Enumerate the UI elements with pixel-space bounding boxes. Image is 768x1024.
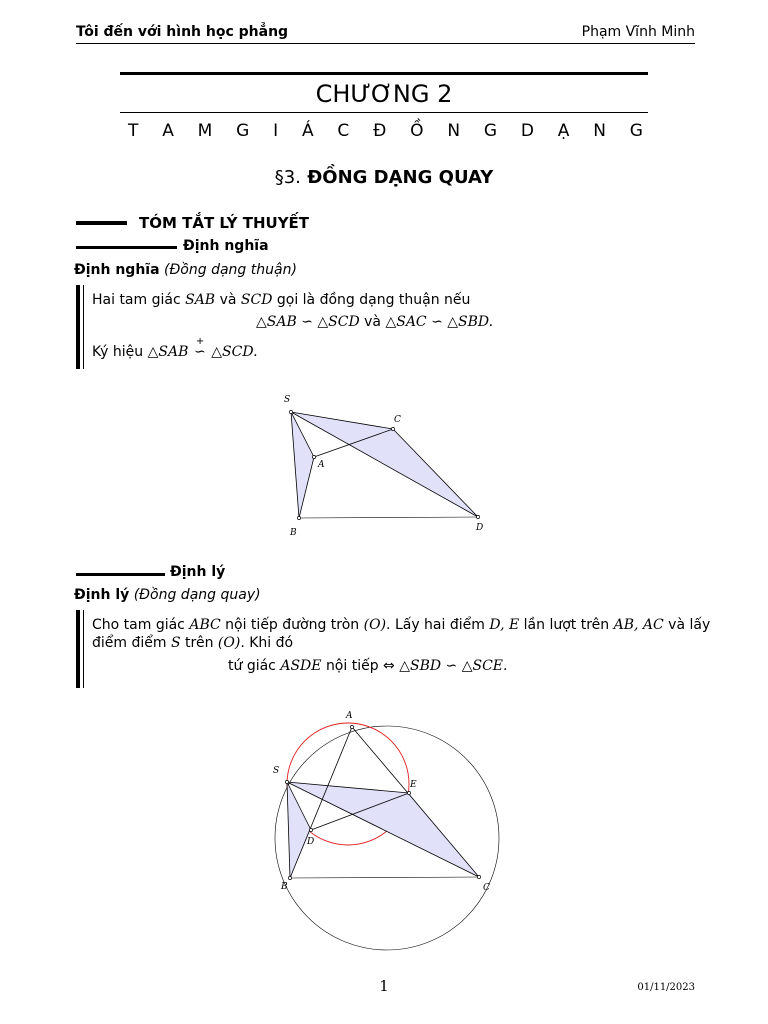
theorem-label <box>74 587 261 603</box>
fig1-label-c: C <box>394 415 401 425</box>
fig2-label-c: C <box>483 883 490 893</box>
triangle-sab: SAB <box>185 292 216 308</box>
fig2-label-a: A <box>346 711 353 721</box>
definition-label-text: Định nghĩa <box>74 262 160 278</box>
definition-subheading: Định nghĩa <box>183 238 269 254</box>
definition-line1: Hai tam giác SAB và SCD gọi là đồng dạng thuận nếu <box>92 292 471 308</box>
header-author: Phạm Vĩnh Minh <box>581 24 695 40</box>
chapter-rule-top <box>120 72 648 75</box>
chapter-rule-bottom <box>120 112 648 113</box>
definition-subheading-bar <box>76 246 177 249</box>
subtitle-letter: G <box>483 121 498 141</box>
fig2-label-e: E <box>410 780 417 790</box>
fig1-label-s: S <box>284 395 291 405</box>
header-left-title: Tôi đến với hình học phẳng <box>76 24 289 40</box>
theorem-box-bar-thick <box>76 610 80 688</box>
chapter-subtitle <box>128 121 643 141</box>
subtitle-letter: C <box>337 121 350 141</box>
fig1-label-d: D <box>476 523 484 533</box>
theorem-subheading-bar <box>76 573 165 576</box>
theorem-line2: điểm điểm S trên (O). Khi đó <box>92 635 294 651</box>
theorem-box-bar-thin <box>83 610 84 688</box>
theorem-label-paren: (Đồng dạng quay) <box>133 587 261 603</box>
footer-date: 01/11/2023 <box>637 982 695 993</box>
subtitle-letter: G <box>236 121 250 141</box>
subtitle-letter: A <box>162 121 174 141</box>
subtitle-letter: Á <box>301 121 314 141</box>
subtitle-letter: I <box>273 121 279 141</box>
triangle-scd: SCD <box>240 292 273 308</box>
section-title <box>0 167 768 188</box>
chapter-title: CHƯƠNG 2 <box>315 80 453 108</box>
subtitle-letter: Đ <box>373 121 387 141</box>
header-rule <box>76 43 695 44</box>
definition-label-paren: (Đồng dạng thuận) <box>164 262 297 278</box>
fig1-label-b: B <box>290 528 297 538</box>
subtitle-letter: Ạ <box>557 121 570 141</box>
subtitle-letter: Ồ <box>410 121 424 141</box>
theorem-formula: tứ giác ASDE nội tiếp ⇔ △SBD ∽ △SCE. <box>228 658 508 674</box>
fig2-label-b: B <box>281 882 288 892</box>
section-name: ĐỒNG DẠNG QUAY <box>307 167 494 188</box>
summary-heading: TÓM TẮT LÝ THUYẾT <box>139 214 310 232</box>
section-number: §3. <box>274 167 301 188</box>
subtitle-letter: M <box>197 121 213 141</box>
subtitle-letter: T <box>128 121 139 141</box>
subtitle-letter: G <box>629 121 643 141</box>
subtitle-letter: N <box>593 121 606 141</box>
definition-formula: △SAB ∽ △SCD và △SAC ∽ △SBD. <box>256 314 494 330</box>
theorem-subheading: Định lý <box>170 564 226 580</box>
summary-heading-bar <box>76 221 127 225</box>
figure-direct-similarity <box>270 385 500 545</box>
subtitle-letter: N <box>447 121 461 141</box>
triangle-sbd-fill <box>287 782 311 878</box>
definition-box-bar-thick <box>76 285 80 369</box>
fig2-label-d: D <box>307 837 315 847</box>
page-number: 1 <box>379 977 389 995</box>
definition-notation: Ký hiệu △SAB + ∽ △SCD. <box>92 336 258 360</box>
figure-rotational-similarity <box>260 700 520 970</box>
fig1-label-a: A <box>318 460 325 470</box>
theorem-line1: Cho tam giác ABC nội tiếp đường tròn (O). Lấy hai điểm D, E lần lượt trên AB, AC và lấy <box>92 617 711 633</box>
definition-box-bar-thin <box>83 285 84 369</box>
theorem-label-text: Định lý <box>74 587 130 603</box>
fig2-label-s: S <box>273 766 280 776</box>
direct-similarity-symbol: + ∽ <box>193 336 206 360</box>
subtitle-letter: D <box>520 121 534 141</box>
definition-label <box>74 262 297 278</box>
